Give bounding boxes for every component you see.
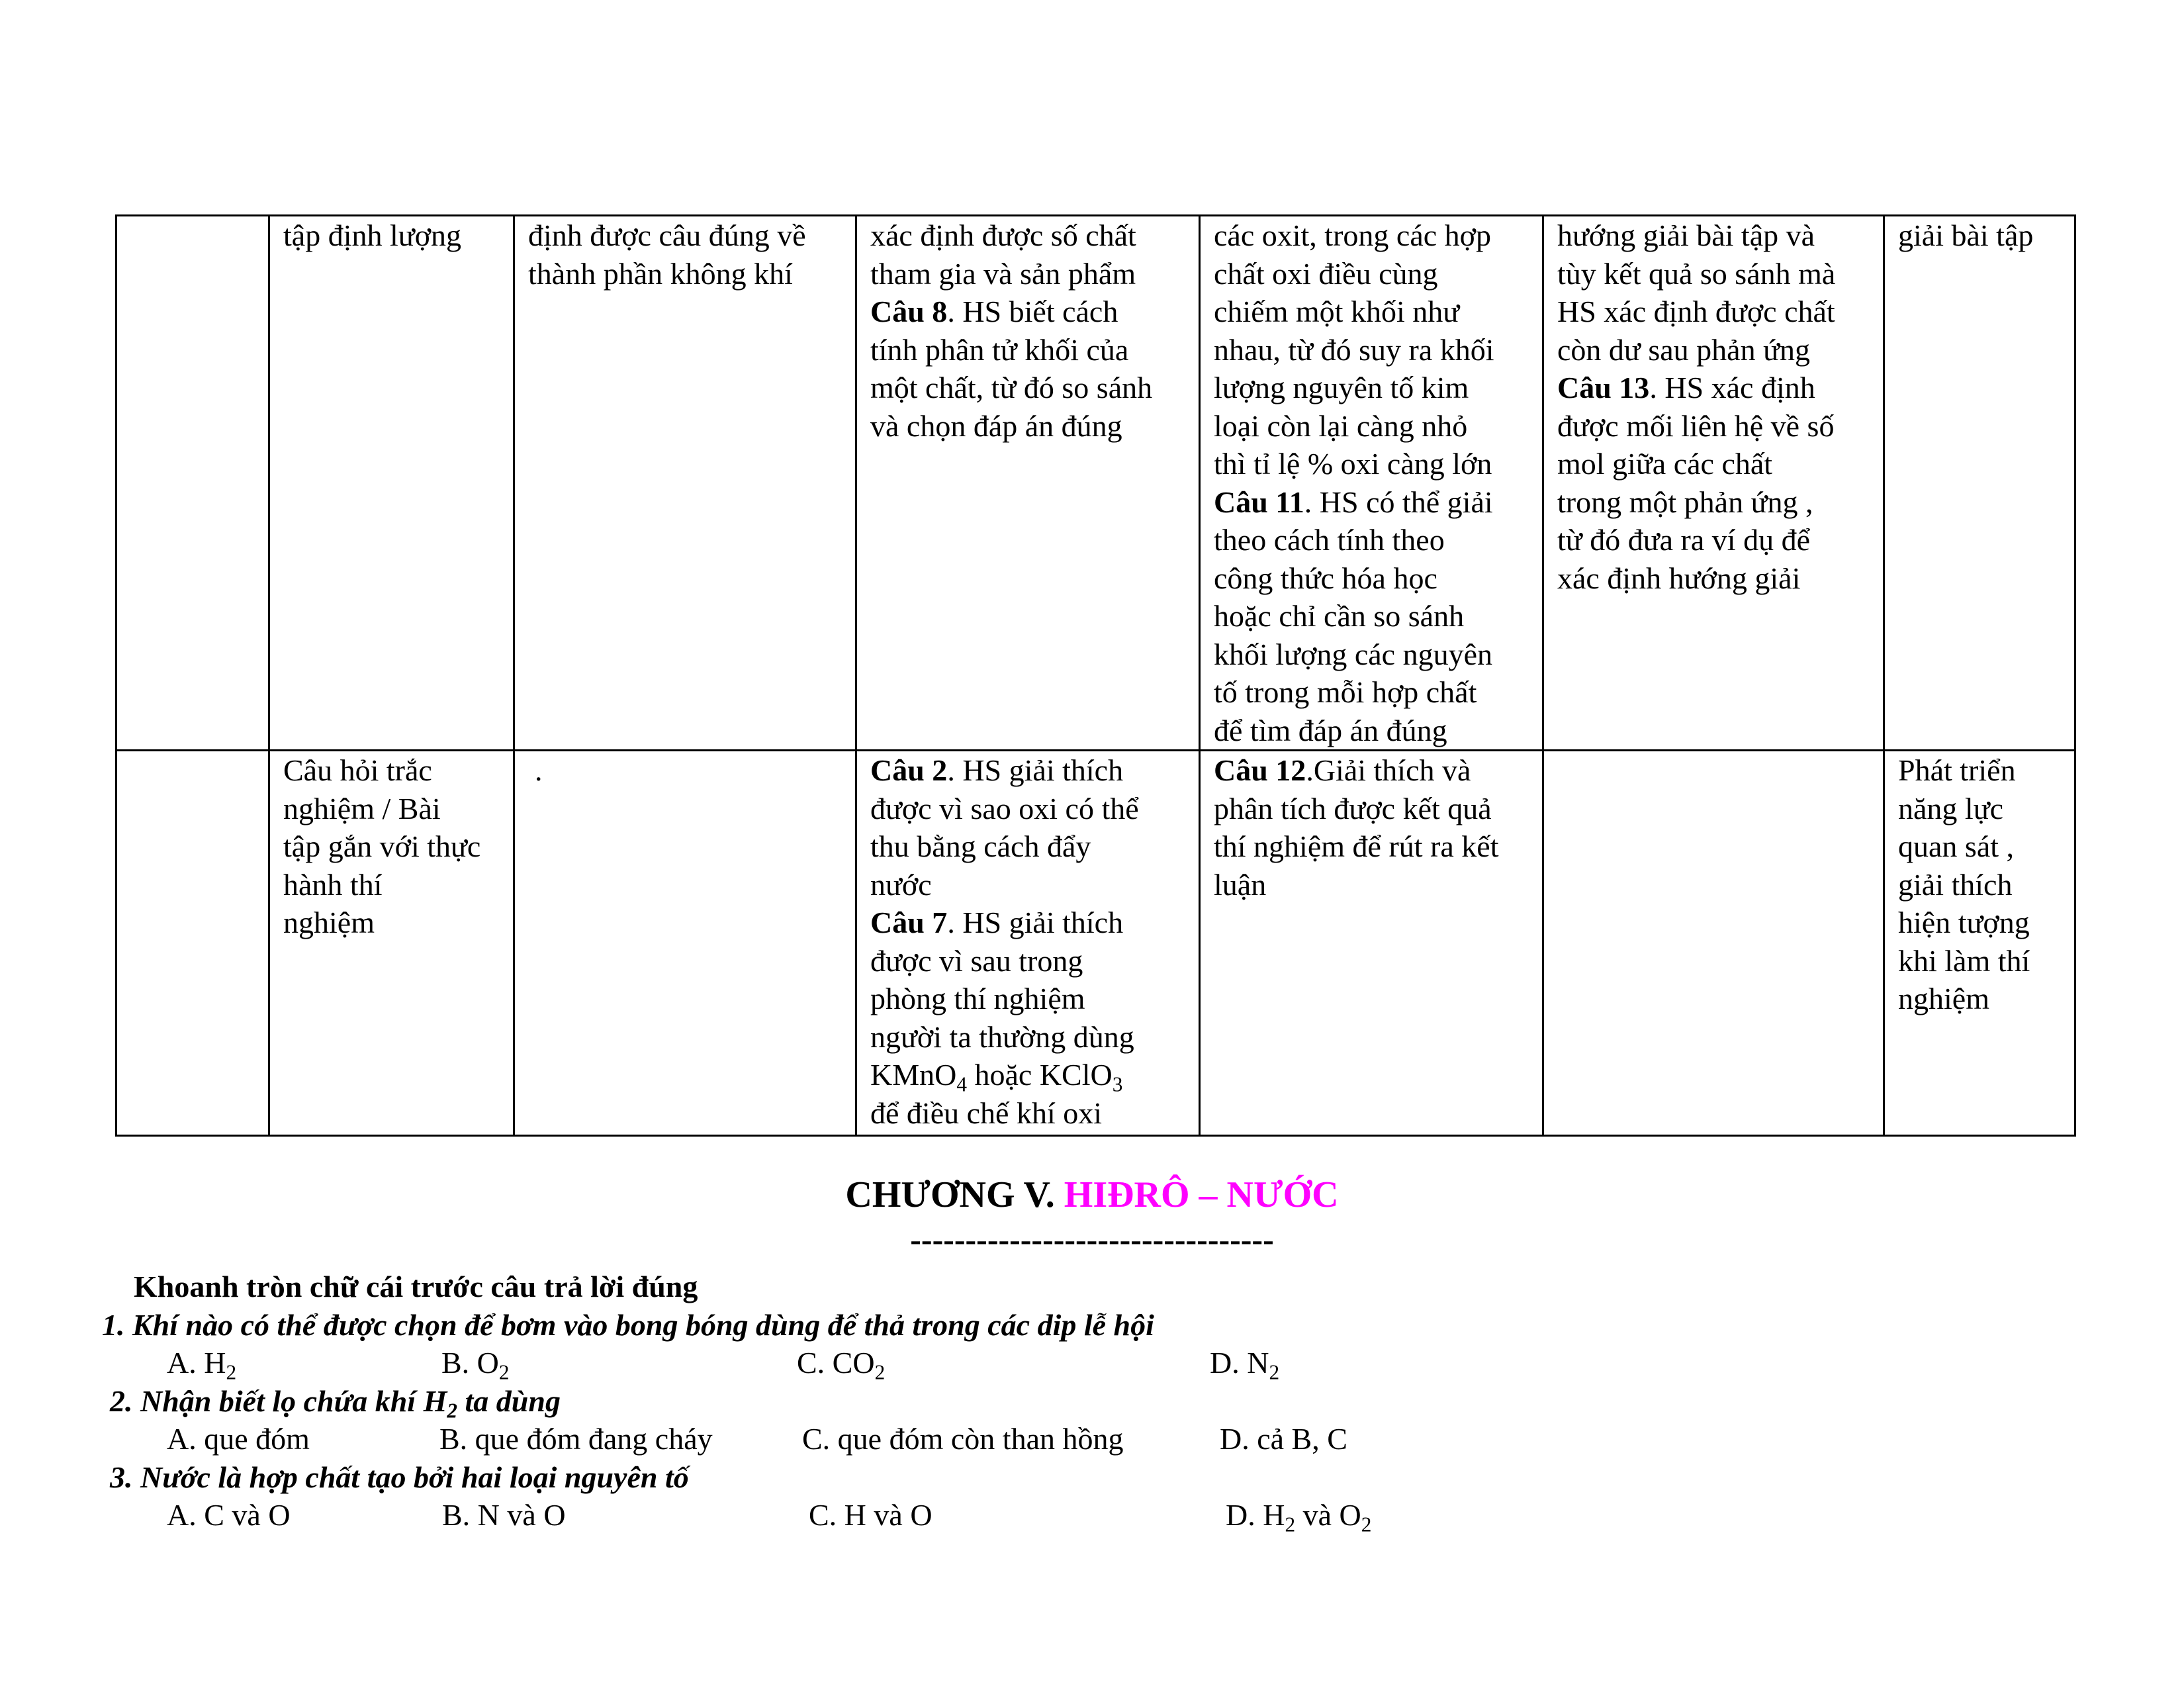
cell-text: xác định được số chất tham gia và sản phẩm (870, 218, 1136, 291)
answer-option: B. N và O (442, 1498, 566, 1532)
table-cell: định được câu đúng về thành phần không khí (514, 216, 856, 751)
cell-text: . HS giải thích được vì sau trong phòng thí nghiệm người ta thường dùng (870, 906, 1134, 1054)
answer-option: A. que đóm (167, 1422, 310, 1456)
subscript: 3 (1112, 1072, 1123, 1096)
table-cell: . (514, 751, 856, 1136)
table-cell (1543, 751, 1884, 1136)
question-ref: Câu 7 (870, 906, 948, 939)
chapter-heading (0, 1172, 2184, 1218)
table-row (116, 751, 2075, 1136)
table-cell (116, 751, 269, 1136)
answer-option: C. que đóm còn than hồng (802, 1422, 1124, 1456)
cell-text: hướng giải bài tập và tùy kết quả so sánh mà HS xác định được chất còn dư sau phản ứng (1557, 218, 1836, 367)
answer-option: B. $O_2$ (441, 1346, 510, 1384)
answer-option: D. cả B, C (1220, 1422, 1347, 1456)
question-ref: Câu 8 (870, 295, 948, 328)
cell-text: . HS giải thích được vì sao oxi có thể thu bằng cách đẩy nước (870, 753, 1139, 902)
question-2-text: 2. Nhận biết lọ chứa khí $H_2$ ta dùng (110, 1384, 561, 1423)
cell-text: để điều chế khí oxi (870, 1096, 1103, 1130)
answer-option: A. C và O (167, 1498, 291, 1532)
cell-text: . HS có thể giải theo cách tính theo công thức hóa học hoặc chỉ cần so sánh khối lượng các nguyên tố trong mỗi hợp chất để tìm đáp án đúng (1214, 485, 1493, 747)
formula-text: KMnO (870, 1058, 957, 1092)
formula-text: hoặc KClO (966, 1058, 1113, 1092)
subscript: 4 (956, 1072, 967, 1096)
question-ref: Câu 2 (870, 753, 948, 787)
table-cell: Phát triển năng lực quan sát , giải thích hiện tượng khi làm thí nghiệm (1884, 751, 2075, 1136)
answer-option: D. $H_2$ và $O_2$ (1226, 1498, 1372, 1536)
question-ref: Câu 12 (1214, 753, 1306, 787)
table-cell (1543, 216, 1884, 751)
table-row (116, 216, 2075, 751)
table-cell: giải bài tập (1884, 216, 2075, 751)
chapter-title: HIĐRÔ – NƯỚC (1064, 1174, 1339, 1215)
table-cell (856, 216, 1200, 751)
cell-text: . HS xác định được mối liên hệ về số mol giữa các chất trong một phản ứng , từ đó đưa ra ví dụ để xác định hướng giải (1557, 371, 1835, 595)
cell-text: .Giải thích và phân tích được kết quả thí nghiệm để rút ra kết luận (1214, 753, 1499, 902)
cell-text: các oxit, trong các hợp chất oxi điều cùng chiếm một khối như nhau, từ đó suy ra khối lượng nguyên tố kim loại còn lại càng nhỏ thì tỉ lệ % oxi càng lớn (1214, 218, 1494, 481)
chapter-divider: --------------------------------- (910, 1221, 1274, 1258)
cell-text: . HS biết cách tính phân tử khối của một chất, từ đó so sánh và chọn đáp án đúng (870, 295, 1153, 443)
question-ref: Câu 13 (1557, 371, 1650, 404)
question-3-text: 3. Nước là hợp chất tạo bởi hai loại nguyên tố (110, 1460, 689, 1494)
answer-option: A. $H_2$ (167, 1346, 237, 1384)
table-cell (116, 216, 269, 751)
answer-option: B. que đóm đang cháy (439, 1422, 713, 1456)
table-cell (1200, 751, 1543, 1136)
chapter-prefix: CHƯƠNG V. (845, 1174, 1064, 1215)
answer-option: D. $N_2$ (1210, 1346, 1280, 1384)
table-cell: Câu hỏi trắc nghiệm / Bài tập gắn với thực hành thí nghiệm (269, 751, 514, 1136)
answer-option: C. $CO_2$ (797, 1346, 886, 1384)
assessment-matrix-table (115, 214, 2076, 1137)
table-cell (1200, 216, 1543, 751)
question-1-text: 1. Khí nào có thể được chọn để bơm vào bong bóng dùng để thả trong các dip lễ hội (102, 1308, 1154, 1342)
instruction-text: Khoanh tròn chữ cái trước câu trả lời đúng (134, 1270, 698, 1303)
question-ref: Câu 11 (1214, 485, 1304, 519)
table-cell: tập định lượng (269, 216, 514, 751)
answer-option: C. H và O (809, 1498, 933, 1532)
table-cell (856, 751, 1200, 1136)
